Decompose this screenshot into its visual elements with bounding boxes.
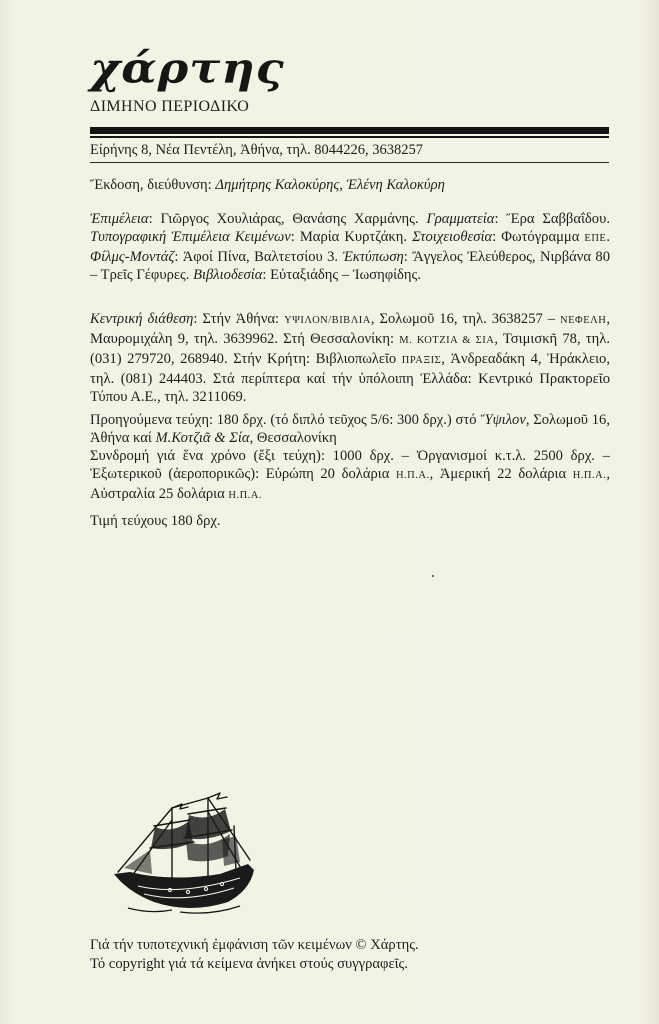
subscription-text: Συνδρομή γιά ἕνα χρόνο (ἔξι τεύχη): 1000 δρχ. – Ὀργανισμοί κ.τ.λ. 2500 δρχ. – Ἐξωτερικοῦ (ἀεροπορικῶς): Εὐρώπη 20 δολάρια — [90, 448, 610, 482]
staff-term: Στοιχειοθεσία — [412, 229, 493, 245]
journal-logo: χάρτης — [90, 43, 285, 93]
staff-term: Γραμματεία — [426, 211, 495, 227]
editors-names: Δημήτρης Καλοκύρης, Ἑλένη Καλοκύρη — [215, 177, 445, 193]
typography-credit: Γιά τήν τυποτεχνική ἐμφάνιση τῶν κειμένων © Χάρτης. — [90, 937, 419, 953]
copyright-notice: Τό copyright γιά τά κείμενα ἀνήκει στούς συγγραφεῖς. — [90, 956, 408, 972]
back-issues-text: , Θεσσαλονίκη — [249, 430, 337, 446]
masthead — [90, 44, 285, 116]
back-issues-italic: Ὕψιλον — [480, 412, 526, 428]
subscription-smallcaps: Η.Π.Α. — [395, 470, 430, 481]
prices-info — [90, 411, 610, 505]
subscription-text: , Ἀμερική 22 δολάρια — [429, 466, 573, 482]
staff-term: Βιβλιοδεσία — [193, 267, 263, 283]
dist-text: , Μαυρομιχάλη 9, τηλ. 3639962. Στή Θεσσαλονίκη: — [90, 311, 610, 347]
staff-value: . — [606, 229, 610, 245]
address-rule — [90, 162, 609, 163]
staff-credits — [90, 210, 610, 284]
staff-term: Ἐπιμέλεια — [90, 211, 149, 227]
dist-text: : Στήν Ἀθήνα: — [193, 311, 285, 327]
staff-term: Τυπογραφική Ἐπιμέλεια Κειμένων — [90, 229, 291, 245]
staff-term: Ἐκτύπωση — [342, 249, 404, 265]
dist-smallcaps: Μ. ΚΟΤΖΙΑ & ΣΙΑ — [399, 335, 495, 346]
editors-credit — [90, 176, 610, 194]
staff-term: Φίλμς-Μοντάζ — [90, 249, 175, 265]
dist-text: , Σολωμοῦ 16, τηλ. 3638257 – — [370, 311, 561, 327]
dist-smallcaps: ΝΕΦΕΛΗ — [560, 315, 607, 326]
subscription-smallcaps: Η.Π.Α. — [228, 490, 262, 501]
staff-value: : Εὐταξιάδης – Ἰωσηφίδης. — [262, 267, 421, 283]
dist-smallcaps: ΠΡΑΞΙΣ — [401, 355, 442, 366]
staff-value: : Ἀφοί Πίνα, Βαλτετσίου 3. — [174, 249, 343, 265]
dist-text: , Τσιμισκῆ 78, τηλ. (031) 279720, 268940. Στήν Κρήτη: Βιβλιοπωλεῖο — [90, 331, 611, 367]
editors-label: Ἔκδοση, διεύθυνση: — [90, 177, 212, 193]
staff-value: : Ἔρα Σαββαΐδου. — [494, 211, 610, 227]
copyright-footer — [90, 936, 419, 974]
dist-text: , Ἀνδρεαδάκη 4, Ἡράκλειο, τηλ. (081) 244403. Στά περίπτερα καί τήν ὑπόλοιπη Ἑλλάδα: Κεντρικό Πρακτορεῖο Τύπου Α.Ε., τηλ. 3211069. — [90, 351, 610, 405]
back-issues-text: Προηγούμενα τεύχη: 180 δρχ. (τό διπλό τεῦχος 5/6: 300 δρχ.) στό — [90, 412, 481, 428]
back-issues-italic: Μ.Κοτζιᾶ & Σία — [155, 430, 250, 446]
staff-value: : Μαρία Κυρτζάκη. — [290, 229, 413, 245]
thick-rule — [90, 127, 609, 134]
publisher-address: Εἰρήνης 8, Νέα Πεντέλη, Ἀθήνα, τηλ. 8044226, 3638257 — [90, 142, 423, 158]
staff-value: : Φωτόγραμμα — [492, 229, 585, 245]
back-issues-text: , Σολωμοῦ 16, Ἀθήνα καί — [90, 412, 610, 446]
sailing-ship-emblem-icon — [110, 790, 262, 918]
paper-speck — [432, 575, 434, 577]
subscription-text: , Αὐστραλία 25 δολάρια — [90, 466, 610, 502]
staff-value: : Ἄγγελος Ἐλεύθερος, Νιρβάνα 80 – Τρεῖς Γέφυρες. — [90, 249, 610, 283]
thin-rule — [90, 136, 609, 138]
dist-smallcaps: ΥΨΙΛΟΝ/ΒΙΒΛΙΑ — [284, 315, 371, 326]
staff-value-smallcaps: ΕΠΕ — [584, 233, 607, 244]
issue-price: Τιμή τεύχους 180 δρχ. — [90, 513, 221, 529]
staff-value: : Γιῶργος Χουλιάρας, Θανάσης Χαρμάνης. — [148, 211, 427, 227]
subscription-smallcaps: Η.Π.Α. — [572, 470, 607, 481]
distribution-info — [90, 310, 610, 406]
dist-term: Κεντρική διάθεση — [90, 311, 194, 327]
journal-subtitle: ΔΙΜΗΝΟ ΠΕΡΙΟΔΙΚΟ — [90, 98, 250, 115]
